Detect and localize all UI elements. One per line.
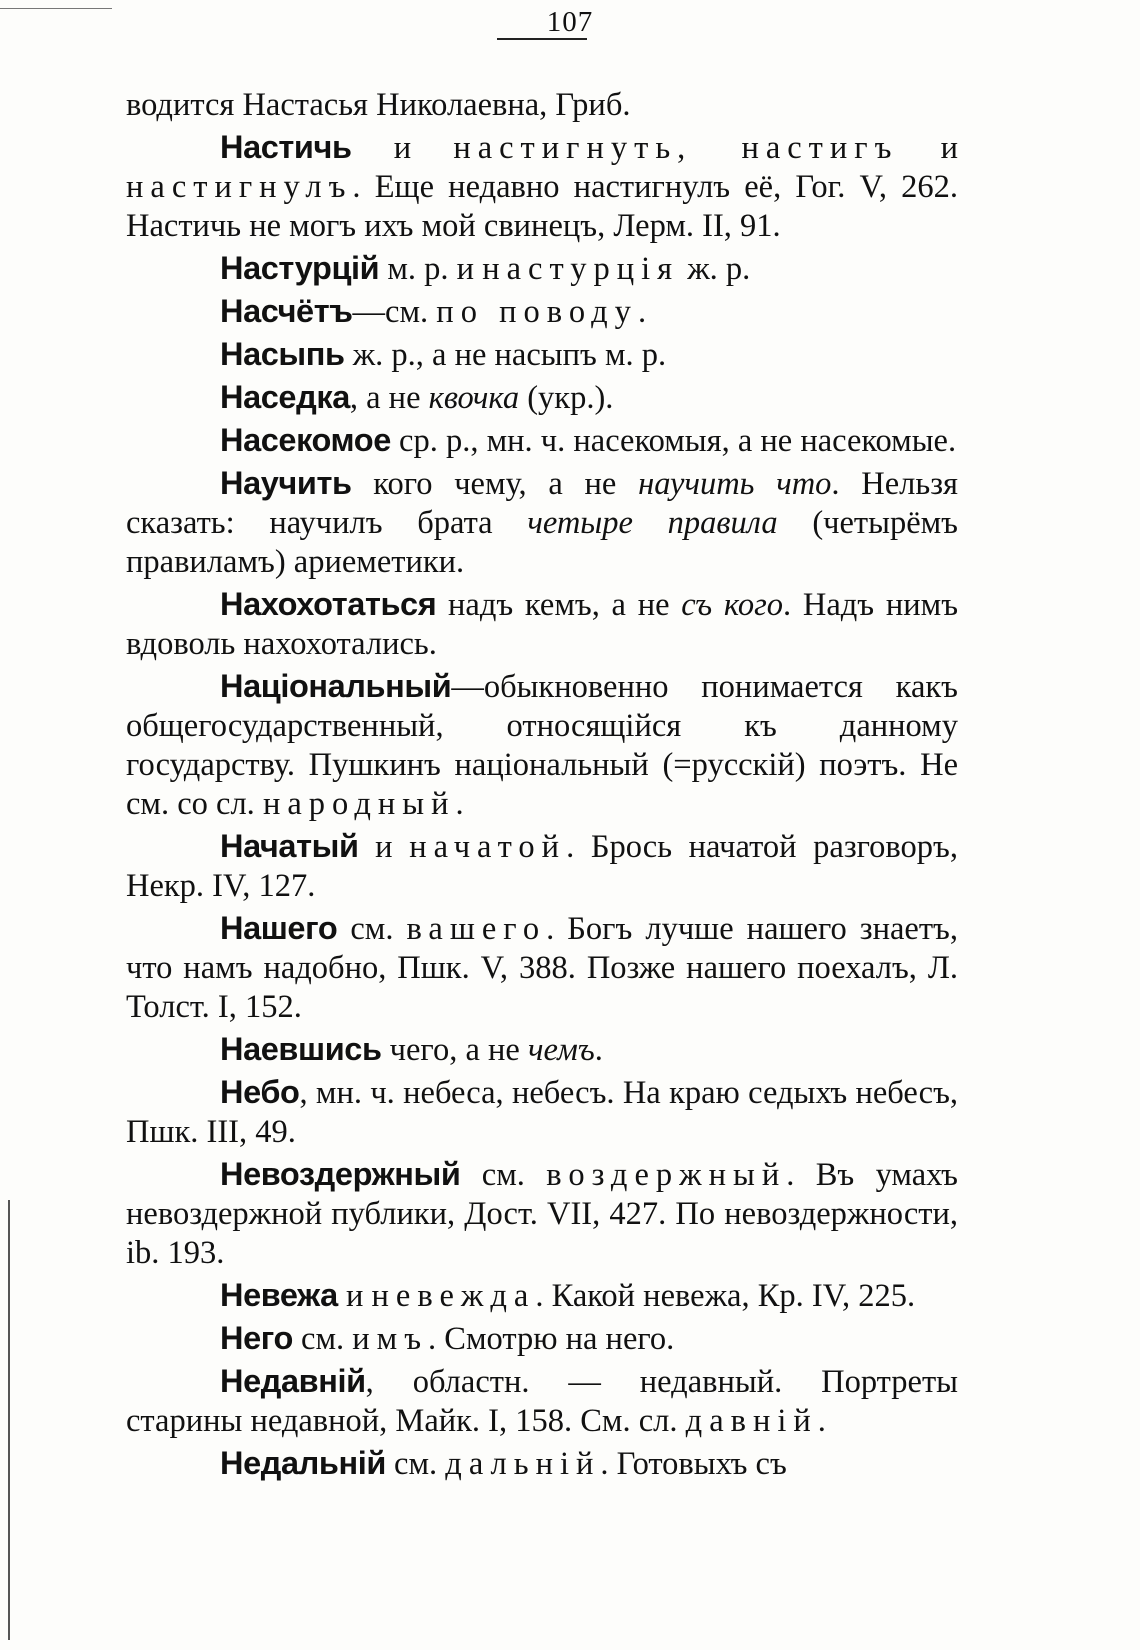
entry-text: и [351,130,454,166]
spaced-term: воздержный [546,1157,787,1193]
italic-term: чемъ [527,1032,595,1068]
dictionary-entry [126,464,958,582]
dictionary-entry [126,1319,958,1359]
spaced-term: невежда [371,1278,536,1314]
headword: Насекомое [220,422,391,458]
spaced-term: вашего [406,911,547,947]
dictionary-entry [126,585,958,664]
italic-term: съ кого [681,587,784,623]
headword: Невоздержный [220,1156,461,1192]
dictionary-entry [126,1444,958,1484]
headword: Нашего [220,910,338,946]
dictionary-entry [126,1073,958,1152]
headword: Настичь [220,129,352,165]
entry-text: . [455,786,464,822]
headword: Него [220,1320,293,1356]
dictionary-entry [126,335,958,375]
entry-text: (четырёмъ правиламъ) ариеметики. [126,505,958,580]
headword: Научить [220,465,352,501]
dictionary-entry [126,292,958,332]
headword: Насчётъ [220,293,353,329]
headword: Невежа [220,1277,338,1313]
entry-text: —обыкновенно понимается какъ общегосударственный, относящійся къ данному государству. Пушкинъ національный (=русскій) поэтъ. Не см. со сл. [126,669,958,822]
page-number-underline [497,38,587,40]
entry-text: водится Настасья Николаевна, Гриб. [126,87,631,123]
entry-text: . Брось начатой разговоръ, Некр. IV, 127. [126,829,958,904]
dictionary-entry [126,249,958,289]
headword: Національный [220,668,452,704]
entry-text: см. [292,1321,353,1357]
entry-text: см. [385,1446,446,1482]
page-number: 107 [546,6,594,38]
page-edge-line [8,1200,10,1640]
entry-text: . [594,1032,603,1068]
dictionary-entry [126,1030,958,1070]
dictionary-entry [126,378,958,418]
italic-term: квочка [428,380,520,416]
headword: Настурцій [220,250,380,286]
dictionary-entry [126,827,958,906]
headword: Начатый [220,828,359,864]
entry-text: . Готовыхъ съ [600,1446,787,1482]
italic-term: четыре правила [527,505,778,541]
spaced-term: имъ [352,1321,429,1357]
entry-text: , а не [349,380,429,416]
headword: Недавній [220,1363,366,1399]
entry-text: . Нельзя сказать: научилъ брата [126,466,958,541]
entry-text: . [817,1403,826,1439]
dictionary-entry [126,1276,958,1316]
entry-text: . Въ умахъ невоздержной публики, Дост. VII, 427. По невоздержности, ib. 193. [126,1157,958,1271]
entry-text: —см. [352,294,437,330]
entry-text: (укр.). [519,380,614,416]
entry-text: , мн. ч. небеса, небесъ. На краю седыхъ небесъ, Пшк. III, 49. [126,1075,958,1150]
entry-text: см. [460,1157,547,1193]
spaced-term: начатой [409,829,567,865]
spaced-term: по поводу [436,294,638,330]
entry-text: и [898,130,958,166]
headword: Наседка [220,379,350,415]
entry-text: и [337,1278,372,1314]
headword: Недальній [220,1445,386,1481]
continued-text [126,86,958,125]
spaced-term: настурція [482,251,680,287]
dictionary-entry [126,1362,958,1441]
entry-text: чего, а не [381,1032,528,1068]
headword: Небо [220,1074,300,1110]
entry-text: . [637,294,647,330]
headword: Наевшись [220,1031,382,1067]
headword: Насыпь [220,336,345,372]
dictionary-entry [126,667,958,824]
entry-text: ж. р. [679,251,751,287]
entry-text: см. [337,911,407,947]
spaced-term: настигнулъ [126,169,353,205]
entry-text: . Какой невежа, Кр. IV, 225. [535,1278,916,1314]
dictionary-text-column [126,86,958,1487]
dictionary-entry [126,128,958,246]
spaced-term: дальній [445,1446,601,1482]
entry-text: , областн. — недавный. Портреты старины недавной, Майк. I, 158. См. сл. [126,1364,958,1439]
headword: Нахохотаться [220,586,437,622]
entry-text: ж. р., а не насыпъ м. р. [344,337,667,373]
entry-text: . Еще недавно настигнулъ её, Гог. V, 262. Настичь не могъ ихъ мой свинецъ, Лерм. II, 91. [126,169,958,244]
entry-text: и [358,829,410,865]
dictionary-entry [126,421,958,461]
entry-text: . Надъ нимъ вдоволь нахохотались. [126,587,958,662]
dictionary-entry [126,1155,958,1273]
spaced-term: настигнуть, настигъ [453,130,899,166]
entry-text: . Богъ лучше нашего знаетъ, что намъ надобно, Пшк. V, 388. Позже нашего поехалъ, Л. Толст. I, 152. [126,911,958,1025]
entry-text: м. р. и [379,251,483,287]
entry-text: . Смотрю на него. [428,1321,675,1357]
spaced-term: давній [685,1403,818,1439]
entry-text: ср. р., мн. ч. насекомыя, а не насекомые. [390,423,957,459]
entry-text: кого чему, а не [351,466,639,502]
entry-text: надъ кемъ, а не [436,587,682,623]
italic-term: научить что [638,466,832,502]
spaced-term: народный [262,786,456,822]
dictionary-entry [126,909,958,1027]
